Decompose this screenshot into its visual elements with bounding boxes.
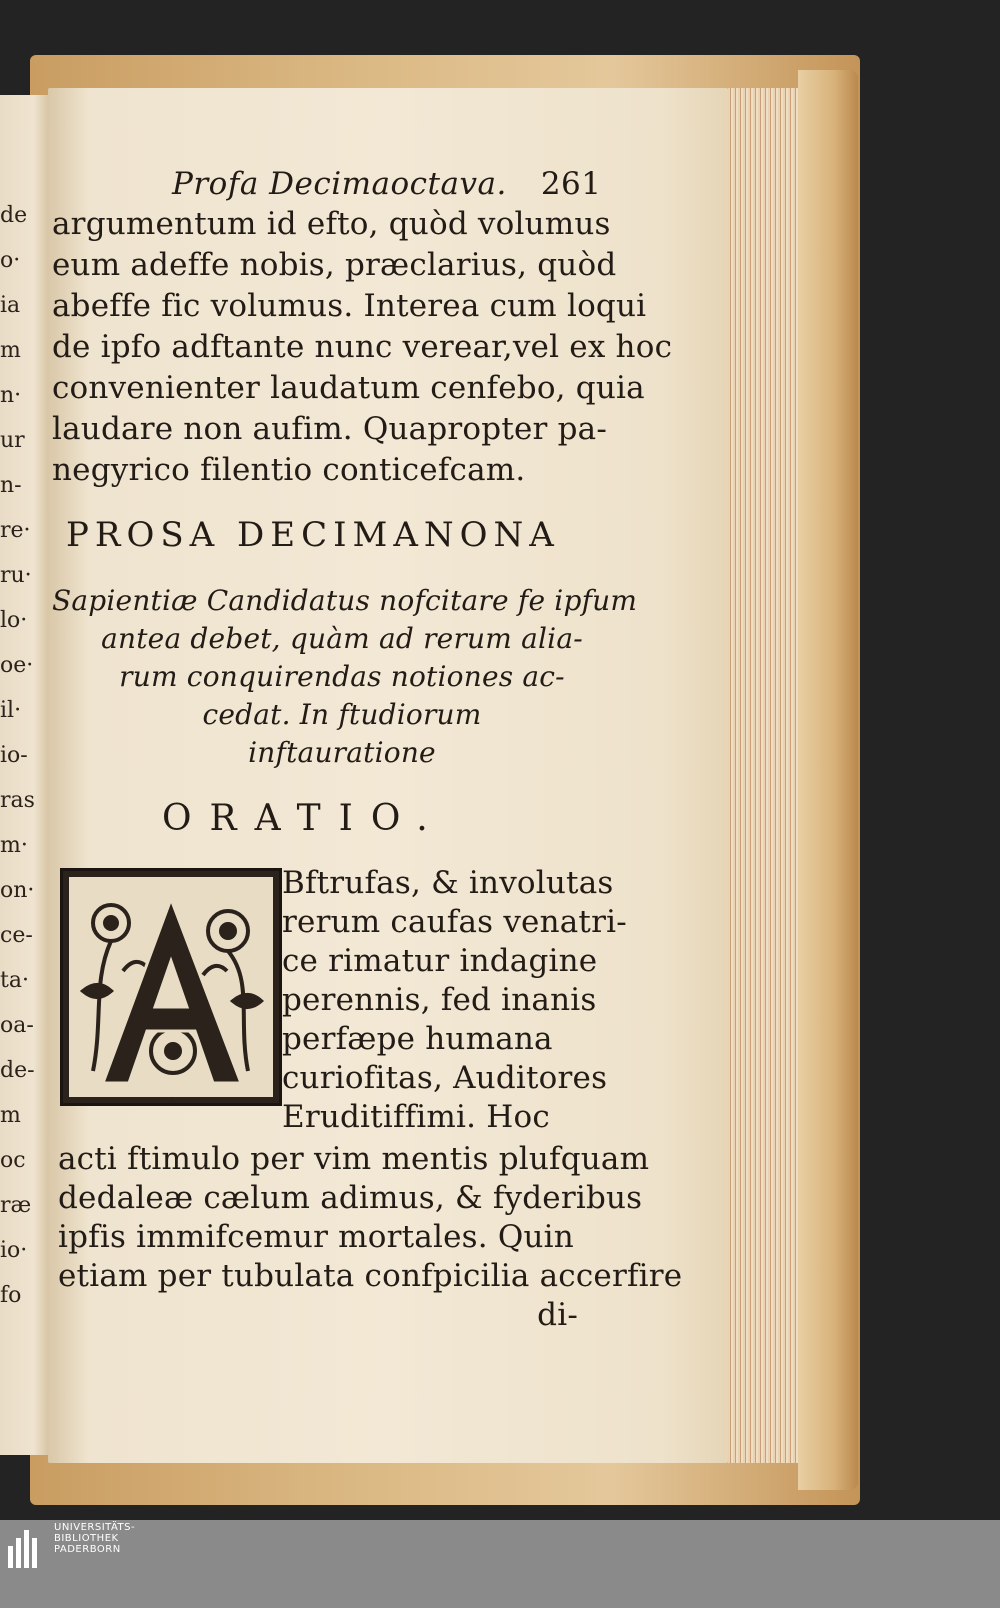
left-page-fragment-text: m: [0, 1103, 21, 1128]
left-page-fragment-text: oc: [0, 1148, 26, 1173]
library-logo-icon: [8, 1528, 44, 1568]
left-page-fragment-text: ce-: [0, 923, 33, 948]
drop-cap-letter: A: [171, 1097, 172, 1098]
left-page-fragment-text: ru·: [0, 563, 32, 588]
section-title: PROSA DECIMANONA: [66, 515, 560, 555]
left-page-fragment-text: n-: [0, 473, 22, 498]
text-line: ipfis immifcemur mortales. Quin: [58, 1219, 574, 1255]
left-page-fragment-text: oa-: [0, 1013, 34, 1038]
page-edges: [728, 88, 798, 1463]
cover-edge: [798, 70, 858, 1490]
left-page-fragment-text: n·: [0, 383, 22, 408]
text-line: rerum caufas venatri-: [282, 904, 627, 940]
text-line: dedaleæ cælum adimus, & fyderibus: [58, 1180, 643, 1216]
text-line: acti ftimulo per vim mentis plufquam: [58, 1141, 650, 1177]
left-page-fragment-text: ta·: [0, 968, 29, 993]
catchword: di-: [537, 1297, 578, 1333]
text-line: ce rimatur indagine: [282, 943, 598, 979]
continued-paragraph: [58, 1140, 683, 1335]
left-page-fragment-text: il·: [0, 698, 22, 723]
footer-bar: [0, 1520, 1000, 1608]
running-header: [172, 166, 602, 202]
left-page-fragment-text: o·: [0, 248, 21, 273]
left-page-fragment-text: re·: [0, 518, 31, 543]
body-text: [52, 204, 673, 491]
text-line: negyrico filentio conticefcam.: [52, 452, 526, 488]
page-number: 261: [540, 166, 602, 202]
floral-initial-icon: [63, 871, 279, 1103]
left-page-fragment-text: io·: [0, 1238, 28, 1263]
left-page-fragment: [0, 95, 48, 1455]
text-line: argumentum id efto, quòd volumus: [52, 206, 611, 242]
header-title: Profa Decimaoctava.: [172, 166, 507, 202]
logo-line: BIBLIOTHEK: [54, 1533, 119, 1544]
left-page-fragment-text: oe·: [0, 653, 34, 678]
text-line: convenienter laudatum cenfebo, quia: [52, 370, 645, 406]
left-page-fragment-text: ras: [0, 788, 35, 813]
logo-line: UNIVERSITÄTS-: [54, 1522, 136, 1533]
text-line: perfæpe humana: [282, 1021, 553, 1057]
text-line: perennis, fed inanis: [282, 982, 597, 1018]
library-logo-text: [54, 1522, 135, 1555]
text-line: eum adeffe nobis, præclarius, quòd: [52, 247, 617, 283]
left-page-fragment-text: io-: [0, 743, 28, 768]
left-page-fragment-text: on·: [0, 878, 35, 903]
opening-paragraph: [282, 864, 642, 1137]
left-page-fragment-text: m·: [0, 833, 28, 858]
decorated-initial: [60, 868, 282, 1106]
summary-line: Sapientiæ Candidatus nofcitare fe ipfum: [52, 584, 638, 617]
text-line: curiofitas, Auditores: [282, 1060, 608, 1096]
left-page-fragment-text: ur: [0, 428, 25, 453]
left-page-fragment-text: lo·: [0, 608, 28, 633]
left-page-fragment-text: ræ: [0, 1193, 32, 1218]
logo-line: PADERBORN: [54, 1544, 121, 1555]
summary-line: antea debet, quàm ad rerum alia-: [101, 622, 583, 655]
left-page-fragment-text: de-: [0, 1058, 35, 1083]
oratio-heading: ORATIO.: [162, 798, 446, 839]
text-line: etiam per tubulata confpicilia accerfire: [58, 1258, 683, 1294]
left-page-fragment-text: m: [0, 338, 21, 363]
left-page-fragment-text: fo: [0, 1283, 22, 1308]
text-line: Bftrufas, & involutas: [282, 865, 614, 901]
summary-line: inftauratione: [248, 736, 436, 769]
summary-line: rum conquirendas notiones ac-: [119, 660, 565, 693]
text-line: laudare non aufim. Quapropter pa-: [52, 411, 608, 447]
section-summary: [52, 582, 638, 772]
text-line: abeffe fic volumus. Interea cum loqui: [52, 288, 647, 324]
text-line: de ipfo adftante nunc verear,vel ex hoc: [52, 329, 673, 365]
text-line: Eruditiffimi. Hoc: [282, 1099, 550, 1135]
left-page-fragment-text: ia: [0, 293, 21, 318]
left-page-fragment-text: de: [0, 203, 28, 228]
summary-line: cedat. In ftudiorum: [202, 698, 482, 731]
